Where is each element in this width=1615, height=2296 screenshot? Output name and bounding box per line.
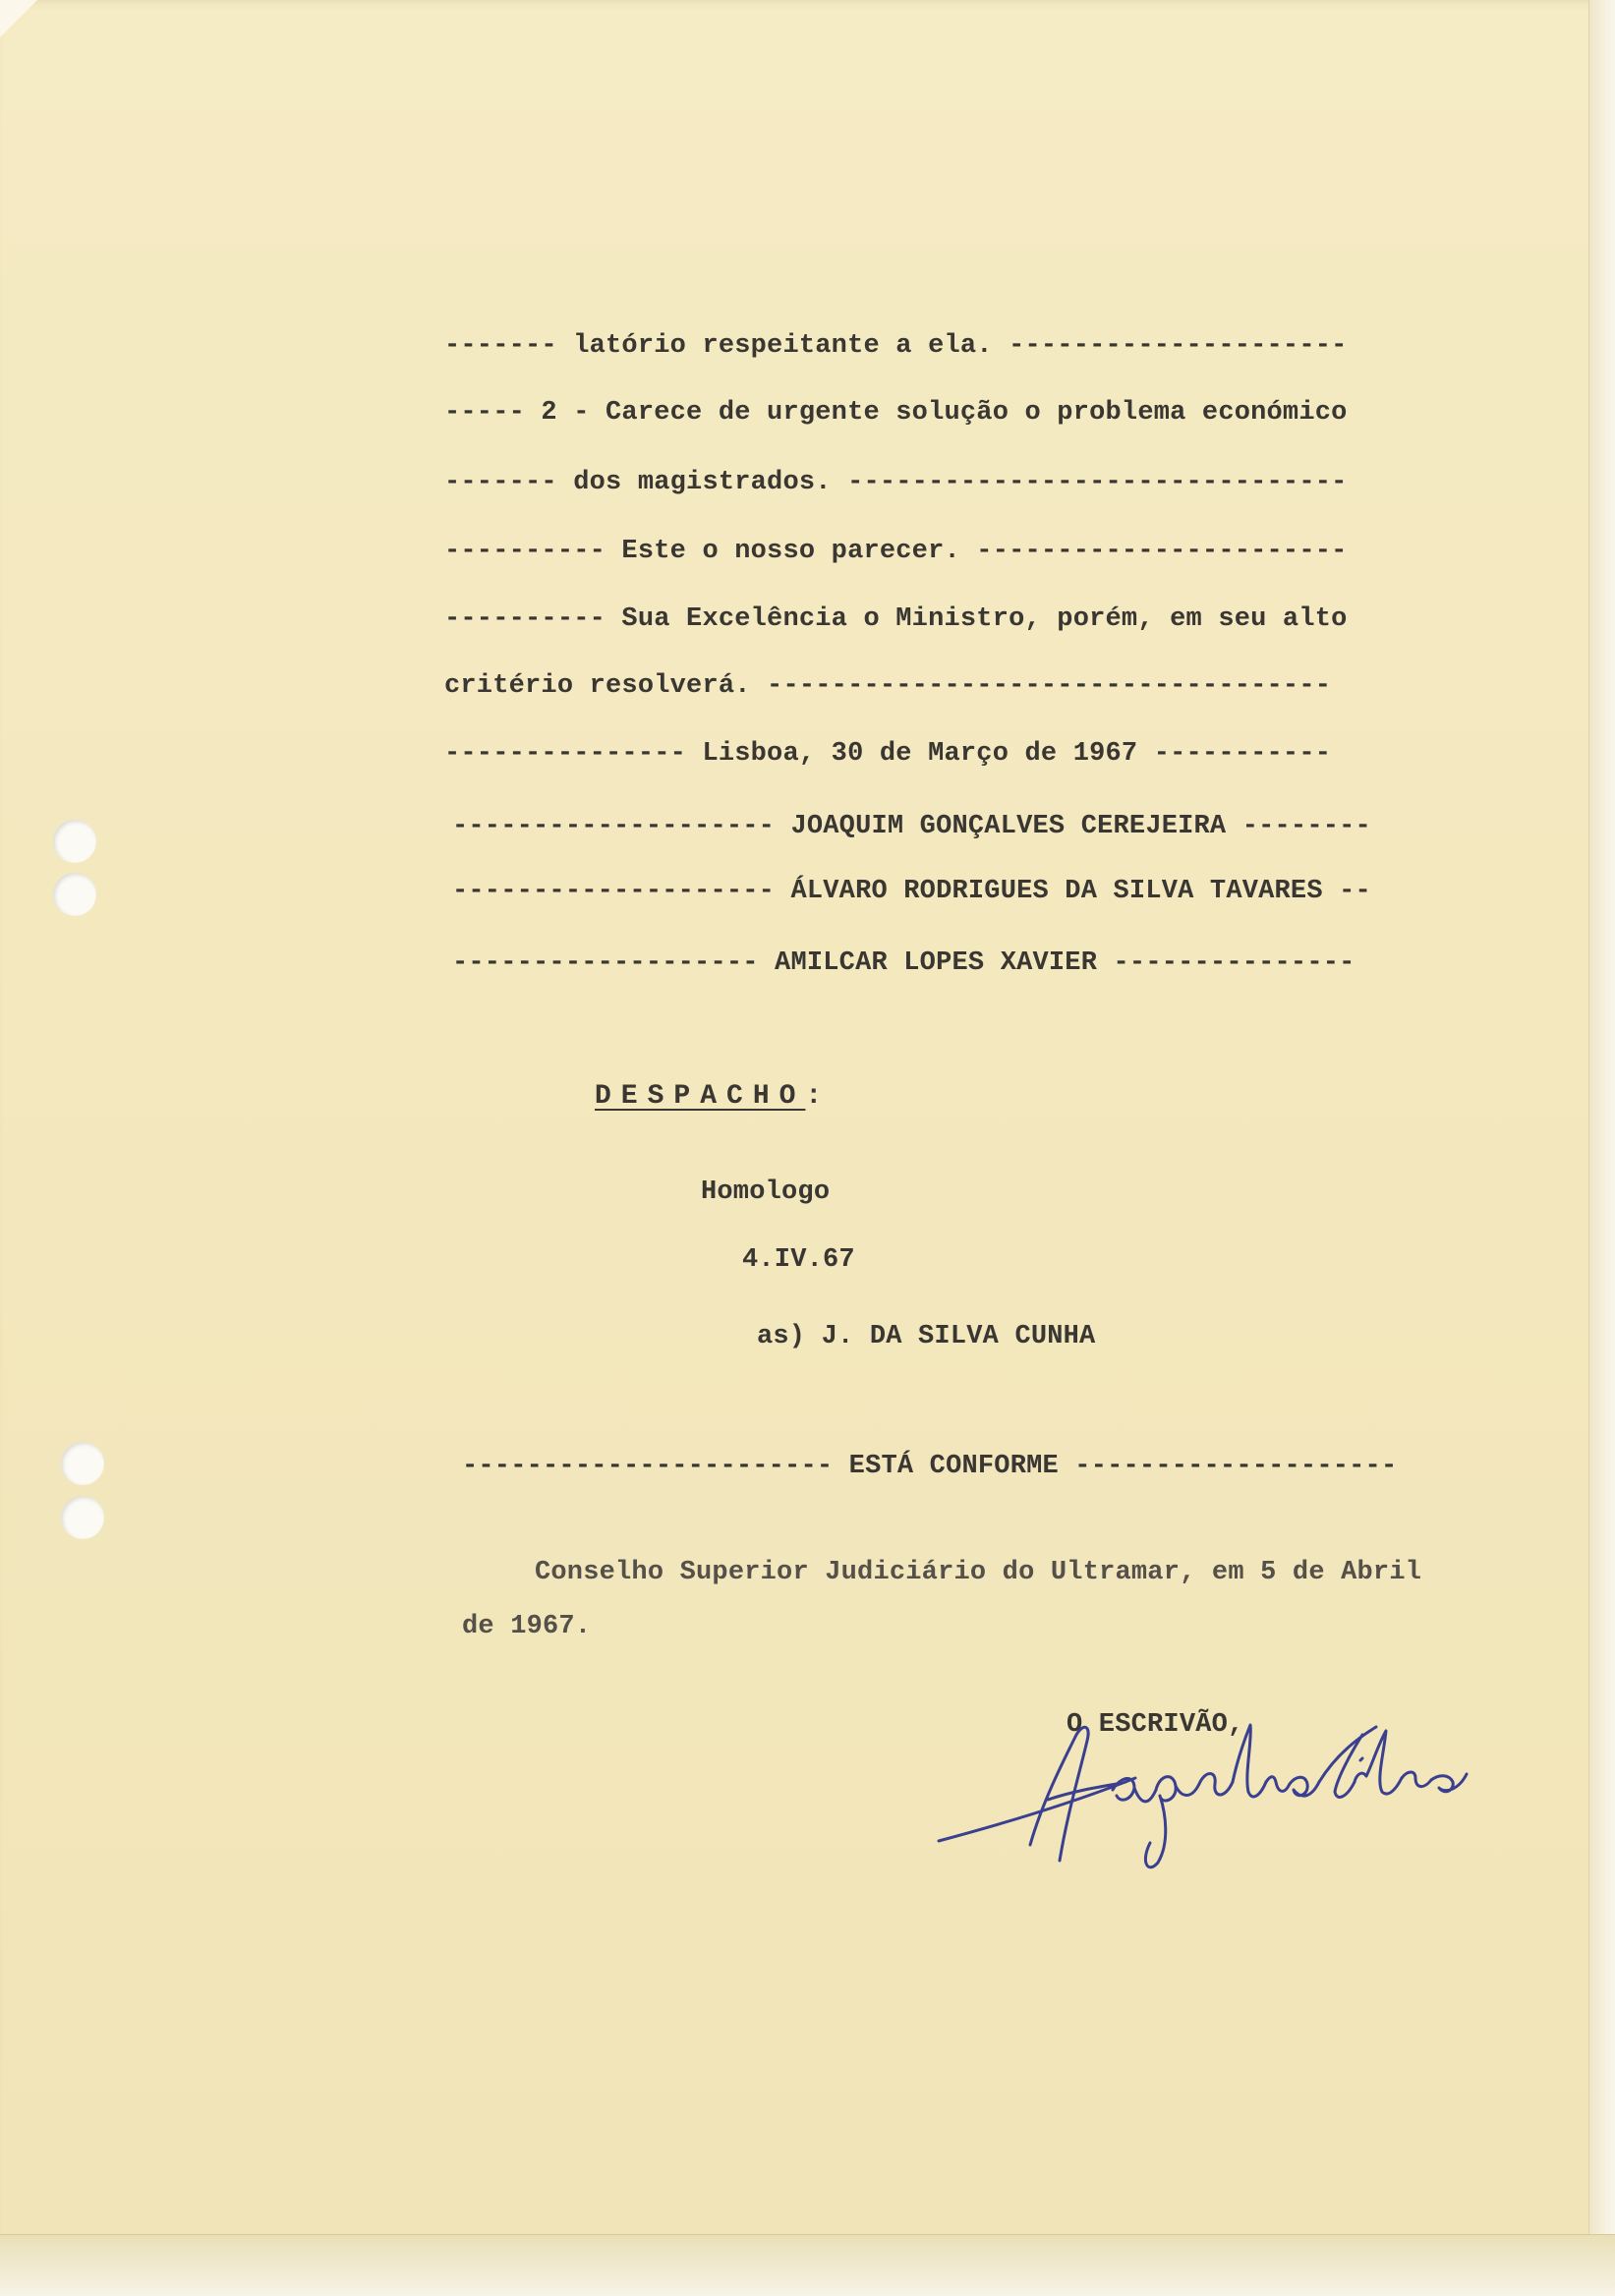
text-line: critério resolverá. ----------------------------------- — [444, 671, 1332, 701]
despacho-signed: as) J. DA SILVA CUNHA — [757, 1322, 1096, 1351]
homologo-text: Homologo — [701, 1177, 831, 1207]
closing-line: Conselho Superior Judiciário do Ultramar, em 5 de Abril — [535, 1558, 1422, 1587]
text-line: ---------- Sua Excelência o Ministro, porém, em seu alto — [444, 604, 1348, 634]
folded-corner — [0, 0, 37, 37]
punch-hole — [61, 1496, 104, 1539]
text-line: --------------- Lisboa, 30 de Março de 1967 ----------- — [444, 739, 1332, 769]
signatory-line: -------------------- ÁLVARO RODRIGUES DA SILVA TAVARES -- — [452, 877, 1371, 906]
despacho-colon: : — [805, 1081, 833, 1112]
signatory-line: -------------------- JOAQUIM GONÇALVES CEREJEIRA -------- — [452, 812, 1371, 841]
despacho-title: DESPACHO — [595, 1081, 806, 1112]
page-edge-right — [1588, 0, 1615, 2296]
signatory-line: ------------------- AMILCAR LOPES XAVIER --------------- — [452, 948, 1355, 978]
despacho-heading — [595, 1081, 832, 1112]
escrivao-label: O ESCRIVÃO, — [1067, 1710, 1244, 1740]
punch-hole — [61, 1442, 104, 1485]
text-line: ------- latório respeitante a ela. --------------------- — [444, 331, 1348, 361]
punch-hole — [53, 873, 96, 916]
handwritten-signature — [924, 1705, 1474, 1882]
closing-line: de 1967. — [462, 1612, 592, 1641]
esta-conforme-line: ----------------------- ESTÁ CONFORME -------------------- — [462, 1452, 1398, 1481]
punch-hole — [53, 820, 96, 863]
text-line: ----- 2 - Carece de urgente solução o problema económico — [444, 398, 1348, 428]
text-line: ------- dos magistrados. ------------------------------- — [444, 468, 1348, 497]
text-line: ---------- Este o nosso parecer. ----------------------- — [444, 537, 1348, 566]
despacho-date: 4.IV.67 — [742, 1245, 855, 1275]
page-edge-bottom — [0, 2234, 1615, 2296]
